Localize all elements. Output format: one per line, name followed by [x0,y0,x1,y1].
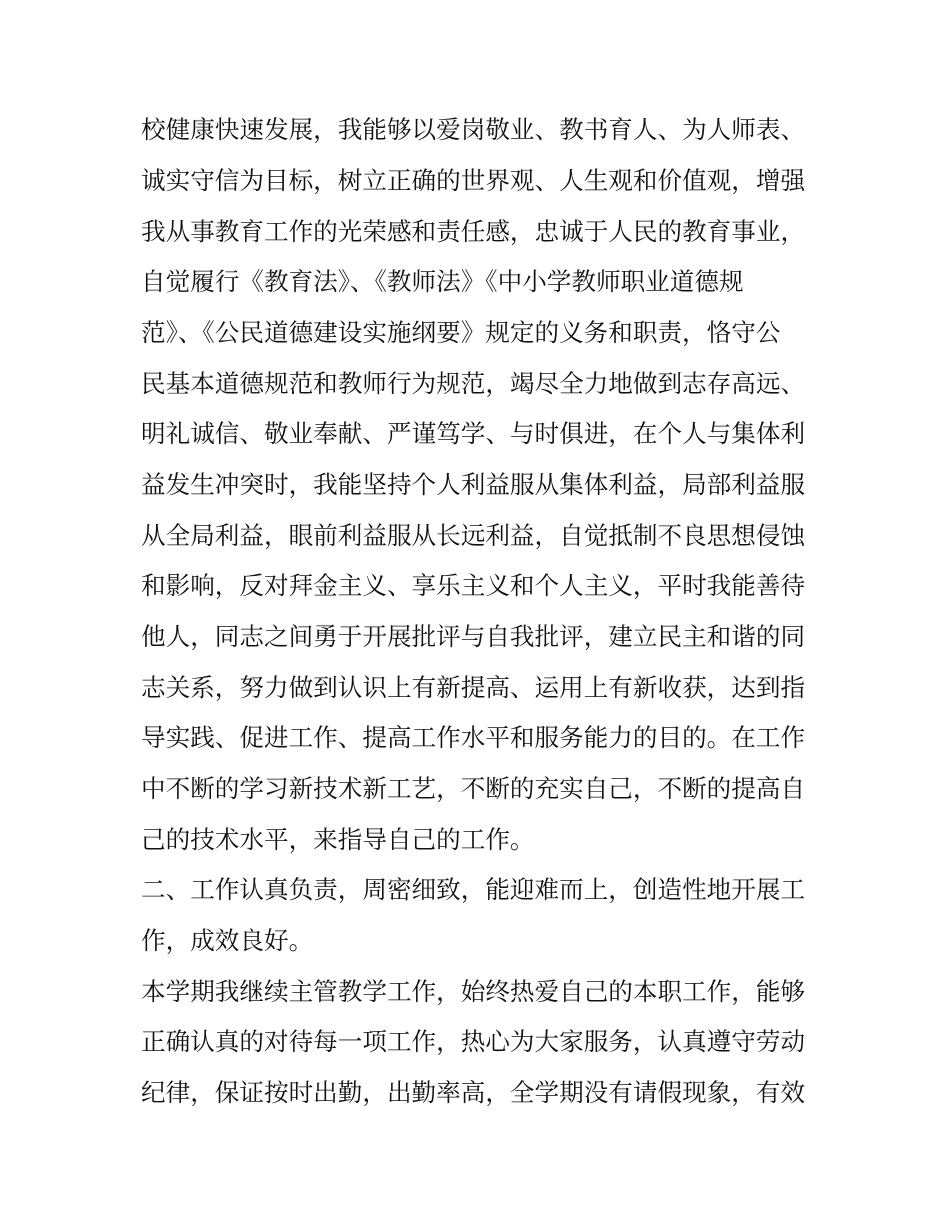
text-line: 本学期我继续主管教学工作，始终热爱自己的本职工作，能够 [141,977,806,1006]
text-line: 他人，同志之间勇于开展批评与自我批评，建立民主和谐的同 [141,622,806,651]
text-line: 诚实守信为目标，树立正确的世界观、人生观和价值观，增强 [141,166,806,195]
text-line: 校健康快速发展，我能够以爱岗敬业、教书育人、为人师表、 [141,115,806,144]
text-line: 范》、《公民道德建设实施纲要》规定的义务和职责，恪守公 [141,318,781,347]
text-line: 正确认真的对待每一项工作，热心为大家服务，认真遵守劳动 [141,1027,806,1056]
text-line: 己的技术水平，来指导自己的工作。 [141,825,535,854]
text-line: 益发生冲突时，我能坚持个人利益服从集体利益，局部利益服 [141,470,806,499]
text-line: 从全局利益，眼前利益服从长远利益，自觉抵制不良思想侵蚀 [141,521,806,550]
text-line: 纪律，保证按时出勤，出勤率高，全学期没有请假现象，有效 [141,1078,806,1107]
section-heading: 作，成效良好。 [141,926,314,955]
text-line: 自觉履行《教育法》、《教师法》《中小学教师职业道德规 [141,267,744,296]
text-line: 导实践、促进工作、提高工作水平和服务能力的目的。在工作 [141,723,806,752]
text-line: 我从事教育工作的光荣感和责任感，忠诚于人民的教育事业， [141,217,806,246]
text-line: 明礼诚信、敬业奉献、严谨笃学、与时俱进，在个人与集体利 [141,419,806,448]
section-heading: 二、工作认真负责，周密细致，能迎难而上，创造性地开展工 [141,875,806,904]
text-line: 志关系，努力做到认识上有新提高、运用上有新收获，达到指 [141,673,806,702]
text-line: 中不断的学习新技术新工艺，不断的充实自己，不断的提高自 [141,774,806,803]
text-line: 和影响，反对拜金主义、享乐主义和个人主义，平时我能善待 [141,571,806,600]
text-line: 民基本道德规范和教师行为规范，竭尽全力地做到志存高远、 [141,369,806,398]
